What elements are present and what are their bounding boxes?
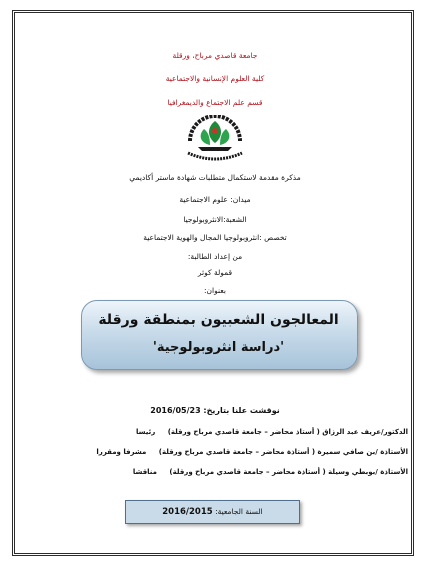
- committee-member: الدكتور/عريف عبد الرزاق ( أستاذ محاضر – جامعة قاصدي مرباح ورقلة): [167, 428, 408, 436]
- student-name: قمولة كوثر: [197, 268, 233, 277]
- university-name: جامعة قاصدي مرباح، ورقلة: [172, 51, 258, 60]
- committee-role: مناقشا: [132, 468, 157, 476]
- committee-row: [28, 468, 408, 476]
- thesis-title-box: [81, 300, 358, 370]
- memo-type: مذكرة مقدمة لاستكمال متطلبات شهادة ماستر أكاديمي: [129, 173, 301, 182]
- university-logo: [180, 115, 250, 167]
- title-label: بعنوان:: [204, 286, 226, 295]
- defense-date: نوقشت علنا بتاريخ: 2016/05/23: [150, 406, 280, 415]
- prepared-by-label: من إعداد الطالبة:: [187, 252, 243, 261]
- committee-row: [28, 428, 408, 436]
- academic-year-label: السنة الجامعية:: [215, 507, 263, 516]
- committee-member: الأستاذة /بن صافي سميرة ( أستاذة محاضر – جامعة قاصدي مرباح ورقلة): [158, 448, 408, 456]
- committee-row: [28, 448, 408, 456]
- branch-line: الشعبة:الانثروبولوجيا: [183, 215, 247, 224]
- committee-role: مشرفا ومقررا: [96, 448, 147, 456]
- faculty-name: كلية العلوم الإنسانية والاجتماعية: [165, 74, 265, 83]
- thesis-title-line2: 'دراسة انثروبولوجية': [152, 340, 285, 355]
- field-line: ميدان: علوم الاجتماعية: [179, 195, 251, 204]
- academic-year-box: [125, 500, 300, 524]
- committee-member: الأستاذة /بوبطي وسيلة ( أستاذة محاضر – جامعة قاصدي مرباح ورقلة): [169, 468, 408, 476]
- specialty-line: تخصص :انثروبولوجيا المجال والهوية الاجتماعية: [143, 233, 287, 242]
- department-name: قسم علم الاجتماع والديمغرافيا: [167, 98, 263, 107]
- thesis-title-line1: المعالجون الشعبيون بمنطقة ورقلة: [98, 312, 339, 328]
- academic-year-value: 2016/2015: [162, 507, 213, 517]
- committee-role: رئيسا: [136, 428, 156, 436]
